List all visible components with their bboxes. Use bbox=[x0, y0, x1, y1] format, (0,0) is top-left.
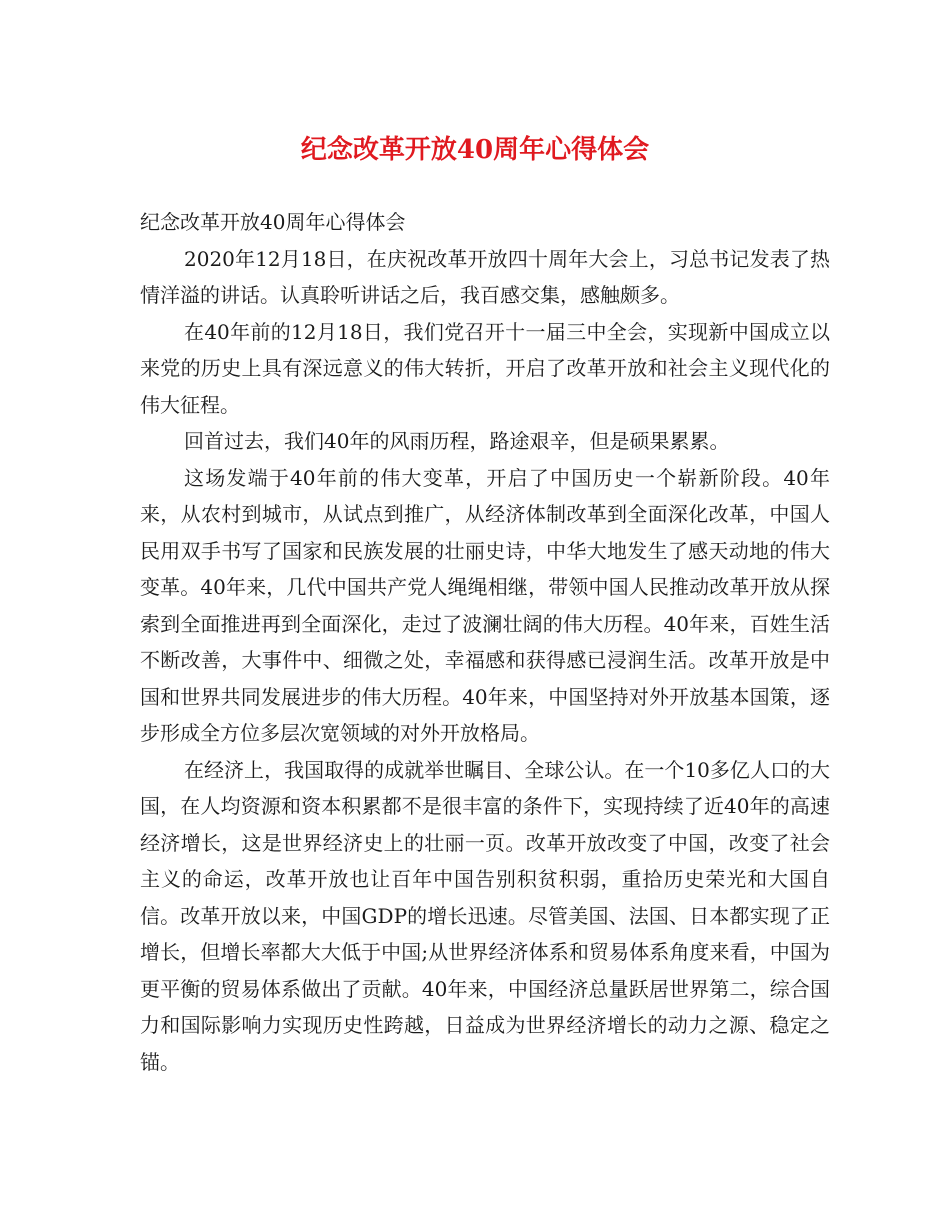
paragraph-4: 这场发端于40年前的伟大变革，开启了中国历史一个崭新阶段。40年来，从农村到城市，从试点到推广，从经济体制改革到全面深化改革，中国人民用双手书写了国家和民族发展的壮丽史诗，中华大地发生了感天动地的伟大变革。40年来，几代中国共产党人绳绳相继，带领中国人民推动改革开放从探索到全面推进再到全面深化，走过了波澜壮阔的伟大历程。40年来，百姓生活不断改善，大事件中、细微之处，幸福感和获得感已浸润生活。改革开放是中国和世界共同发展进步的伟大历程。40年来，中国坚持对外开放基本国策，逐步形成全方位多层次宽领域的对外开放格局。 bbox=[140, 465, 830, 745]
document-title: 纪念改革开放40周年心得体会 bbox=[300, 135, 650, 165]
document-body bbox=[140, 204, 830, 1080]
document-subtitle: 纪念改革开放40周年心得体会 bbox=[140, 210, 406, 234]
paragraph-2: 在40年前的12月18日，我们党召开十一届三中全会，实现新中国成立以来党的历史上具有深远意义的伟大转折，开启了改革开放和社会主义现代化的伟大征程。 bbox=[140, 319, 830, 417]
paragraph-5: 在经济上，我国取得的成就举世瞩目、全球公认。在一个10多亿人口的大国，在人均资源和资本积累都不是很丰富的条件下，实现持续了近40年的高速经济增长，这是世界经济史上的壮丽一页。改革开放改变了中国，改变了社会主义的命运，改革开放也让百年中国告别积贫积弱，重拾历史荣光和大国自信。改革开放以来，中国GDP的增长迅速。尽管美国、法国、日本都实现了正增长，但增长率都大大低于中国;从世界经济体系和贸易体系角度来看，中国为更平衡的贸易体系做出了贡献。40年来，中国经济总量跃居世界第二，综合国力和国际影响力实现历史性跨越，日益成为世界经济增长的动力之源、稳定之锚。 bbox=[140, 757, 830, 1074]
paragraph-1: 2020年12月18日，在庆祝改革开放四十周年大会上，习总书记发表了热情洋溢的讲话。认真聆听讲话之后，我百感交集，感触颇多。 bbox=[140, 246, 830, 307]
paragraph-3: 回首过去，我们40年的风雨历程，路途艰辛，但是硕果累累。 bbox=[184, 429, 730, 453]
